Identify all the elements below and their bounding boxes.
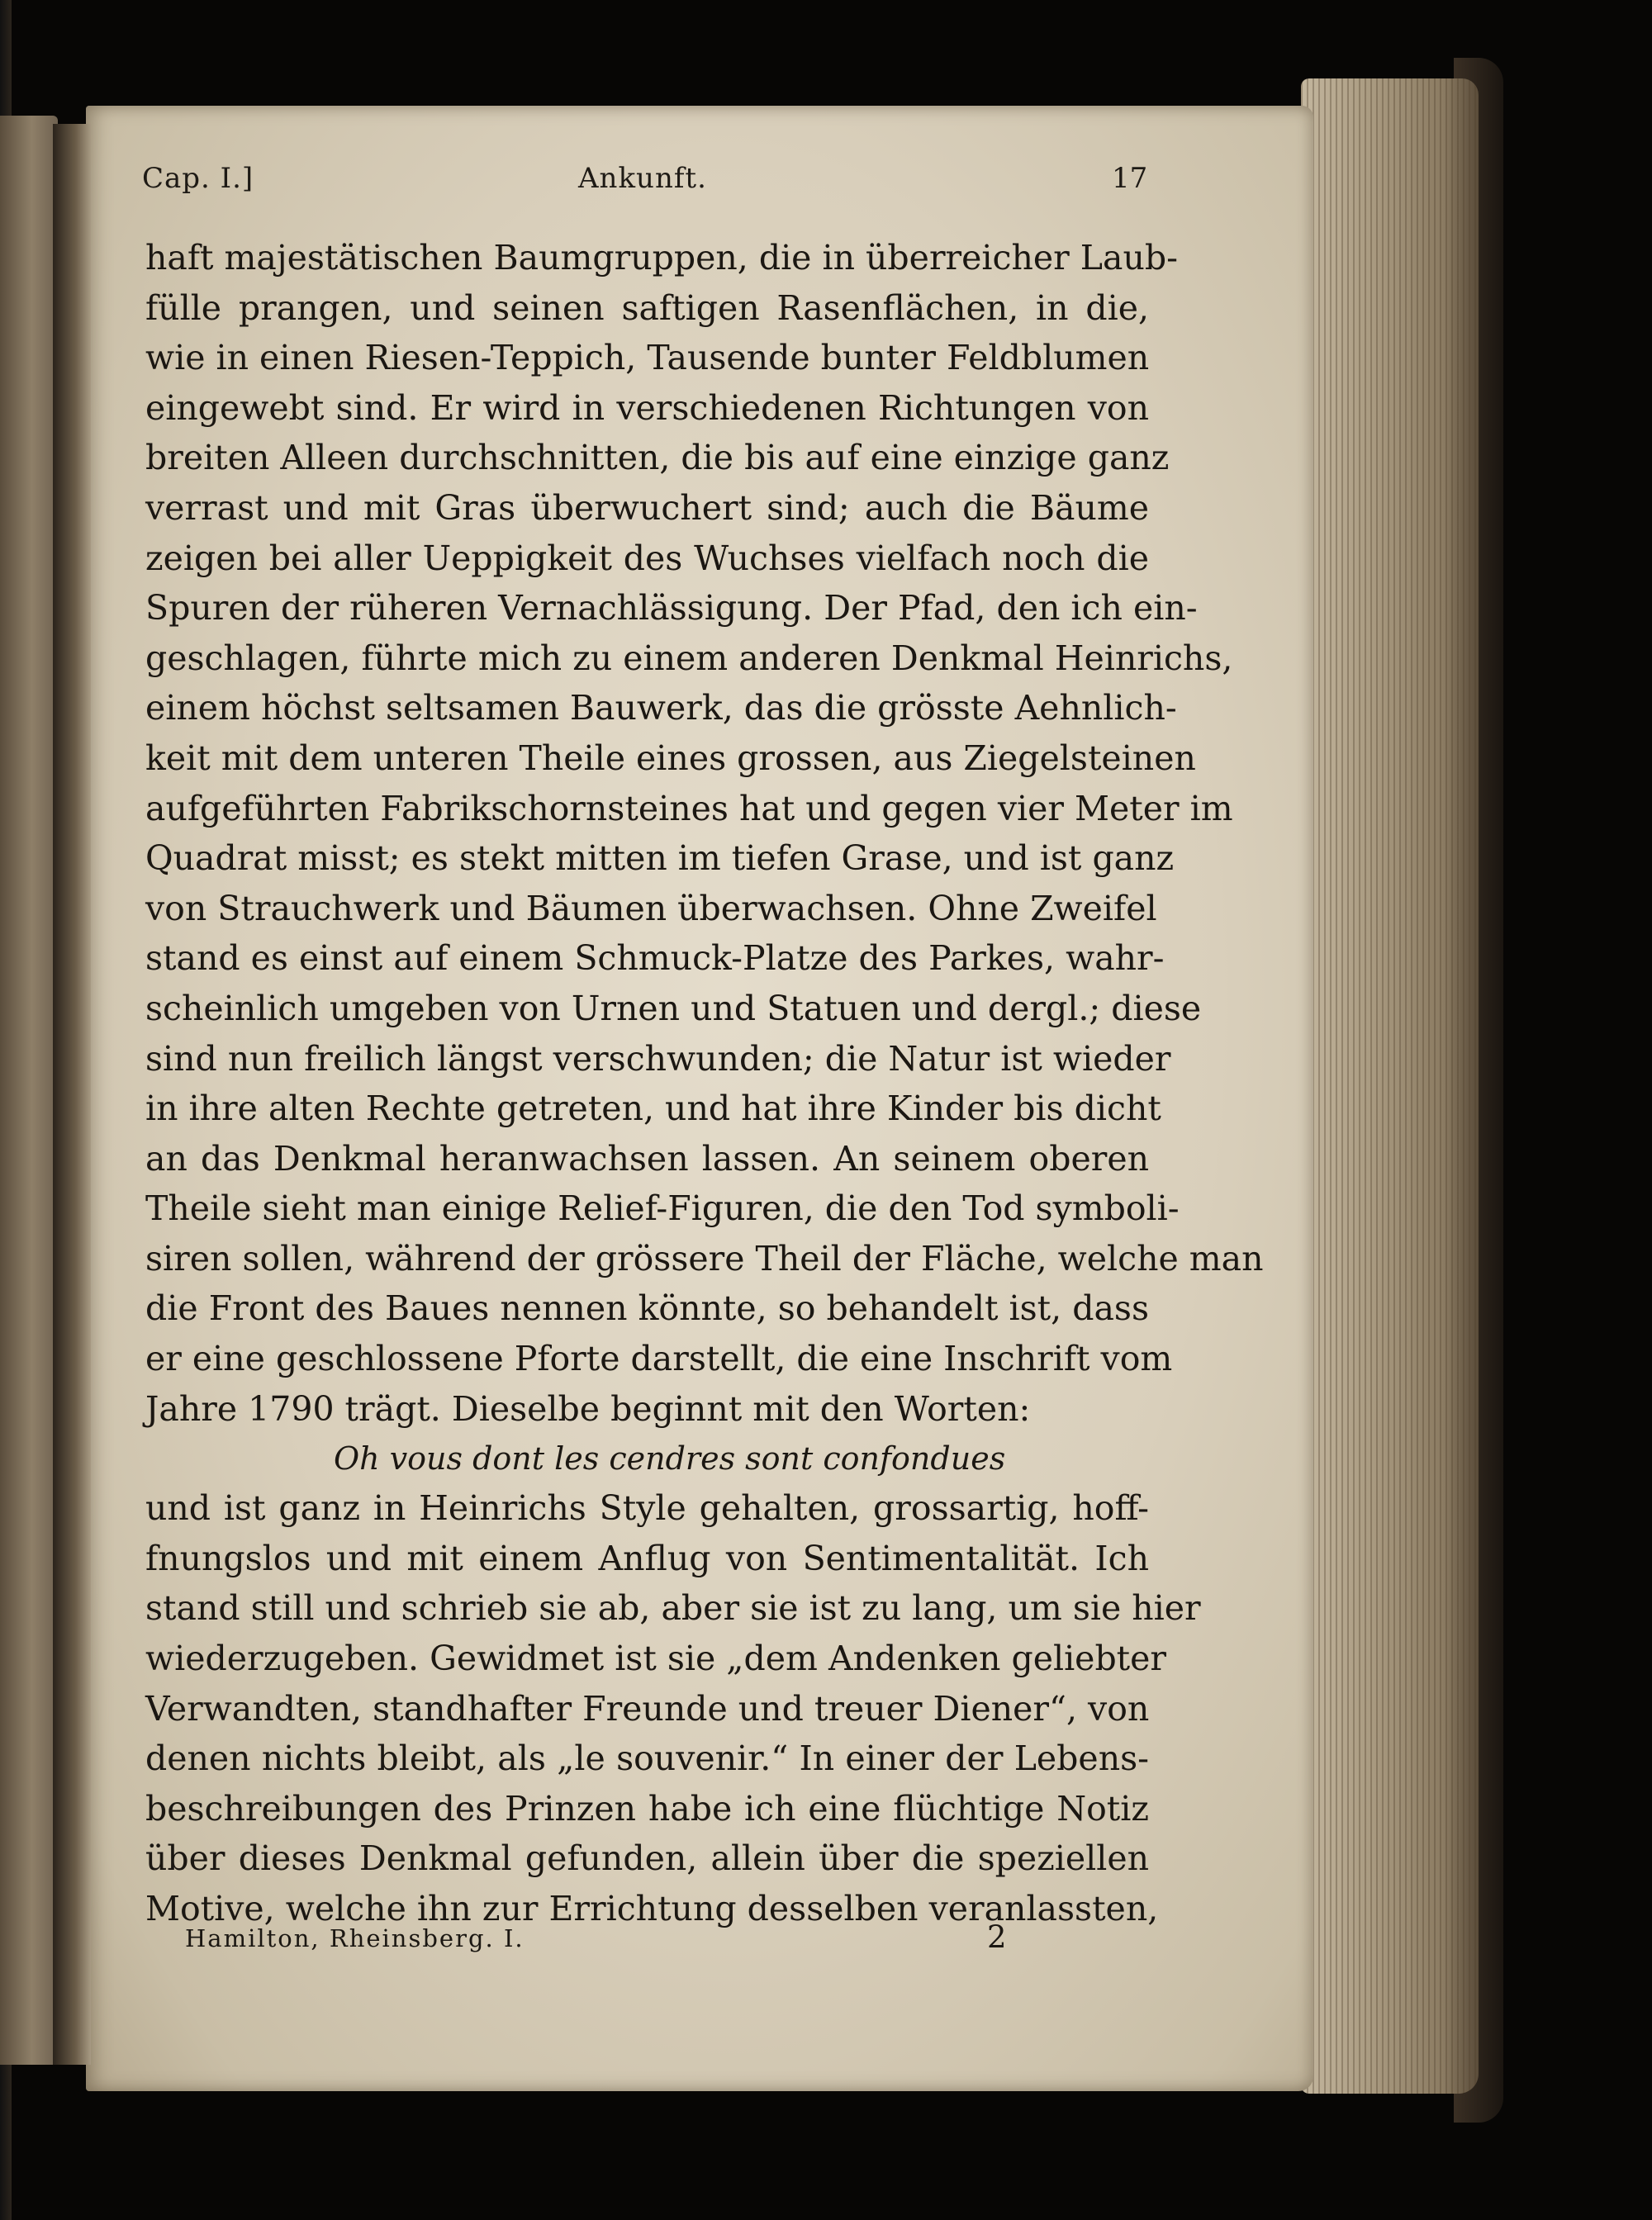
text-line: breiten Alleen durchschnitten, die bis auf eine einzige ganz xyxy=(145,438,1170,478)
text-line: Jahre 1790 trägt. Dieselbe beginnt mit den Worten: xyxy=(145,1388,1031,1429)
text-line: denen nichts bleibt, als „le souvenir.“ In einer der Lebens- xyxy=(145,1739,1149,1779)
text-line: Theile sieht man einige Relief-Figuren, die den Tod symboli- xyxy=(145,1188,1180,1229)
text-line: Verwandten, standhafter Freunde und treuer Diener“, von xyxy=(145,1688,1150,1729)
text-line: siren sollen, während der grössere Theil der Fläche, welche man xyxy=(145,1238,1264,1278)
text-line: Spuren der rüheren Vernachlässigung. Der Pfad, den ich ein- xyxy=(145,588,1198,629)
text-line: fnungslos und mit einem Anflug von Sentimentalität. Ich xyxy=(145,1538,1149,1578)
inscription-quote: Oh vous dont les cendres sont confondues xyxy=(334,1440,1006,1478)
text-line: keit mit dem unteren Theile eines grossen, aus Ziegelsteinen xyxy=(145,738,1196,778)
page-gutter xyxy=(53,124,91,2065)
text-line: beschreibungen des Prinzen habe ich eine flüchtige Notiz xyxy=(145,1788,1149,1829)
text-line: fülle prangen, und seinen saftigen Rasenflächen, in die, xyxy=(145,287,1149,328)
previous-page-edge xyxy=(0,116,58,2065)
text-line: verrast und mit Gras überwuchert sind; auch die Bäume xyxy=(145,487,1149,528)
text-line: sind nun freilich längst verschwunden; die Natur ist wieder xyxy=(145,1038,1171,1079)
text-line: haft majestätischen Baumgruppen, die in überreicher Laub- xyxy=(145,238,1178,278)
text-line: Quadrat misst; es stekt mitten im tiefen Grase, und ist ganz xyxy=(145,838,1175,879)
text-line: in ihre alten Rechte getreten, und hat ihre Kinder bis dicht xyxy=(145,1089,1161,1129)
text-line: von Strauchwerk und Bäumen überwachsen. Ohne Zweifel xyxy=(145,888,1157,928)
text-line: stand still und schrieb sie ab, aber sie ist zu lang, um sie hier xyxy=(145,1588,1201,1629)
text-line: die Front des Baues nennen könnte, so behandelt ist, dass xyxy=(145,1288,1149,1329)
text-line: scheinlich umgeben von Urnen und Statuen und dergl.; diese xyxy=(145,988,1202,1028)
page-number: 17 xyxy=(1112,162,1148,195)
text-line: eingewebt sind. Er wird in verschiedenen Richtungen von xyxy=(145,387,1149,428)
printer-signature: Hamilton, Rheinsberg. I. xyxy=(185,1924,525,1952)
text-line: geschlagen, führte mich zu einem anderen Denkmal Heinrichs, xyxy=(145,638,1233,678)
text-line: wiederzugeben. Gewidmet ist sie „dem Andenken geliebter xyxy=(145,1639,1167,1679)
page-edges xyxy=(1301,78,1479,2094)
text-line: zeigen bei aller Ueppigkeit des Wuchses vielfach noch die xyxy=(145,538,1149,578)
section-title: Ankunft. xyxy=(578,162,707,195)
text-line: stand es einst auf einem Schmuck-Platze des Parkes, wahr- xyxy=(145,938,1165,979)
text-line: wie in einen Riesen-Teppich, Tausende bunter Feldblumen xyxy=(145,338,1150,378)
chapter-label: Cap. I.] xyxy=(142,162,254,195)
text-line: aufgeführten Fabrikschornsteines hat und gegen vier Meter im xyxy=(145,788,1233,828)
text-line: an das Denkmal heranwachsen lassen. An seinem oberen xyxy=(145,1138,1149,1179)
text-line: Motive, welche ihn zur Errichtung desselben veranlassten, xyxy=(145,1889,1159,1928)
text-line: und ist ganz in Heinrichs Style gehalten, grossartig, hoff- xyxy=(145,1488,1149,1529)
text-line: er eine geschlossene Pforte darstellt, die eine Inschrift vom xyxy=(145,1339,1173,1379)
text-line: einem höchst seltsamen Bauwerk, das die grösste Aehnlich- xyxy=(145,688,1177,728)
text-line: über dieses Denkmal gefunden, allein über die speziellen xyxy=(145,1838,1149,1879)
body-text xyxy=(145,233,1264,1934)
sheet-number: 2 xyxy=(987,1919,1007,1955)
